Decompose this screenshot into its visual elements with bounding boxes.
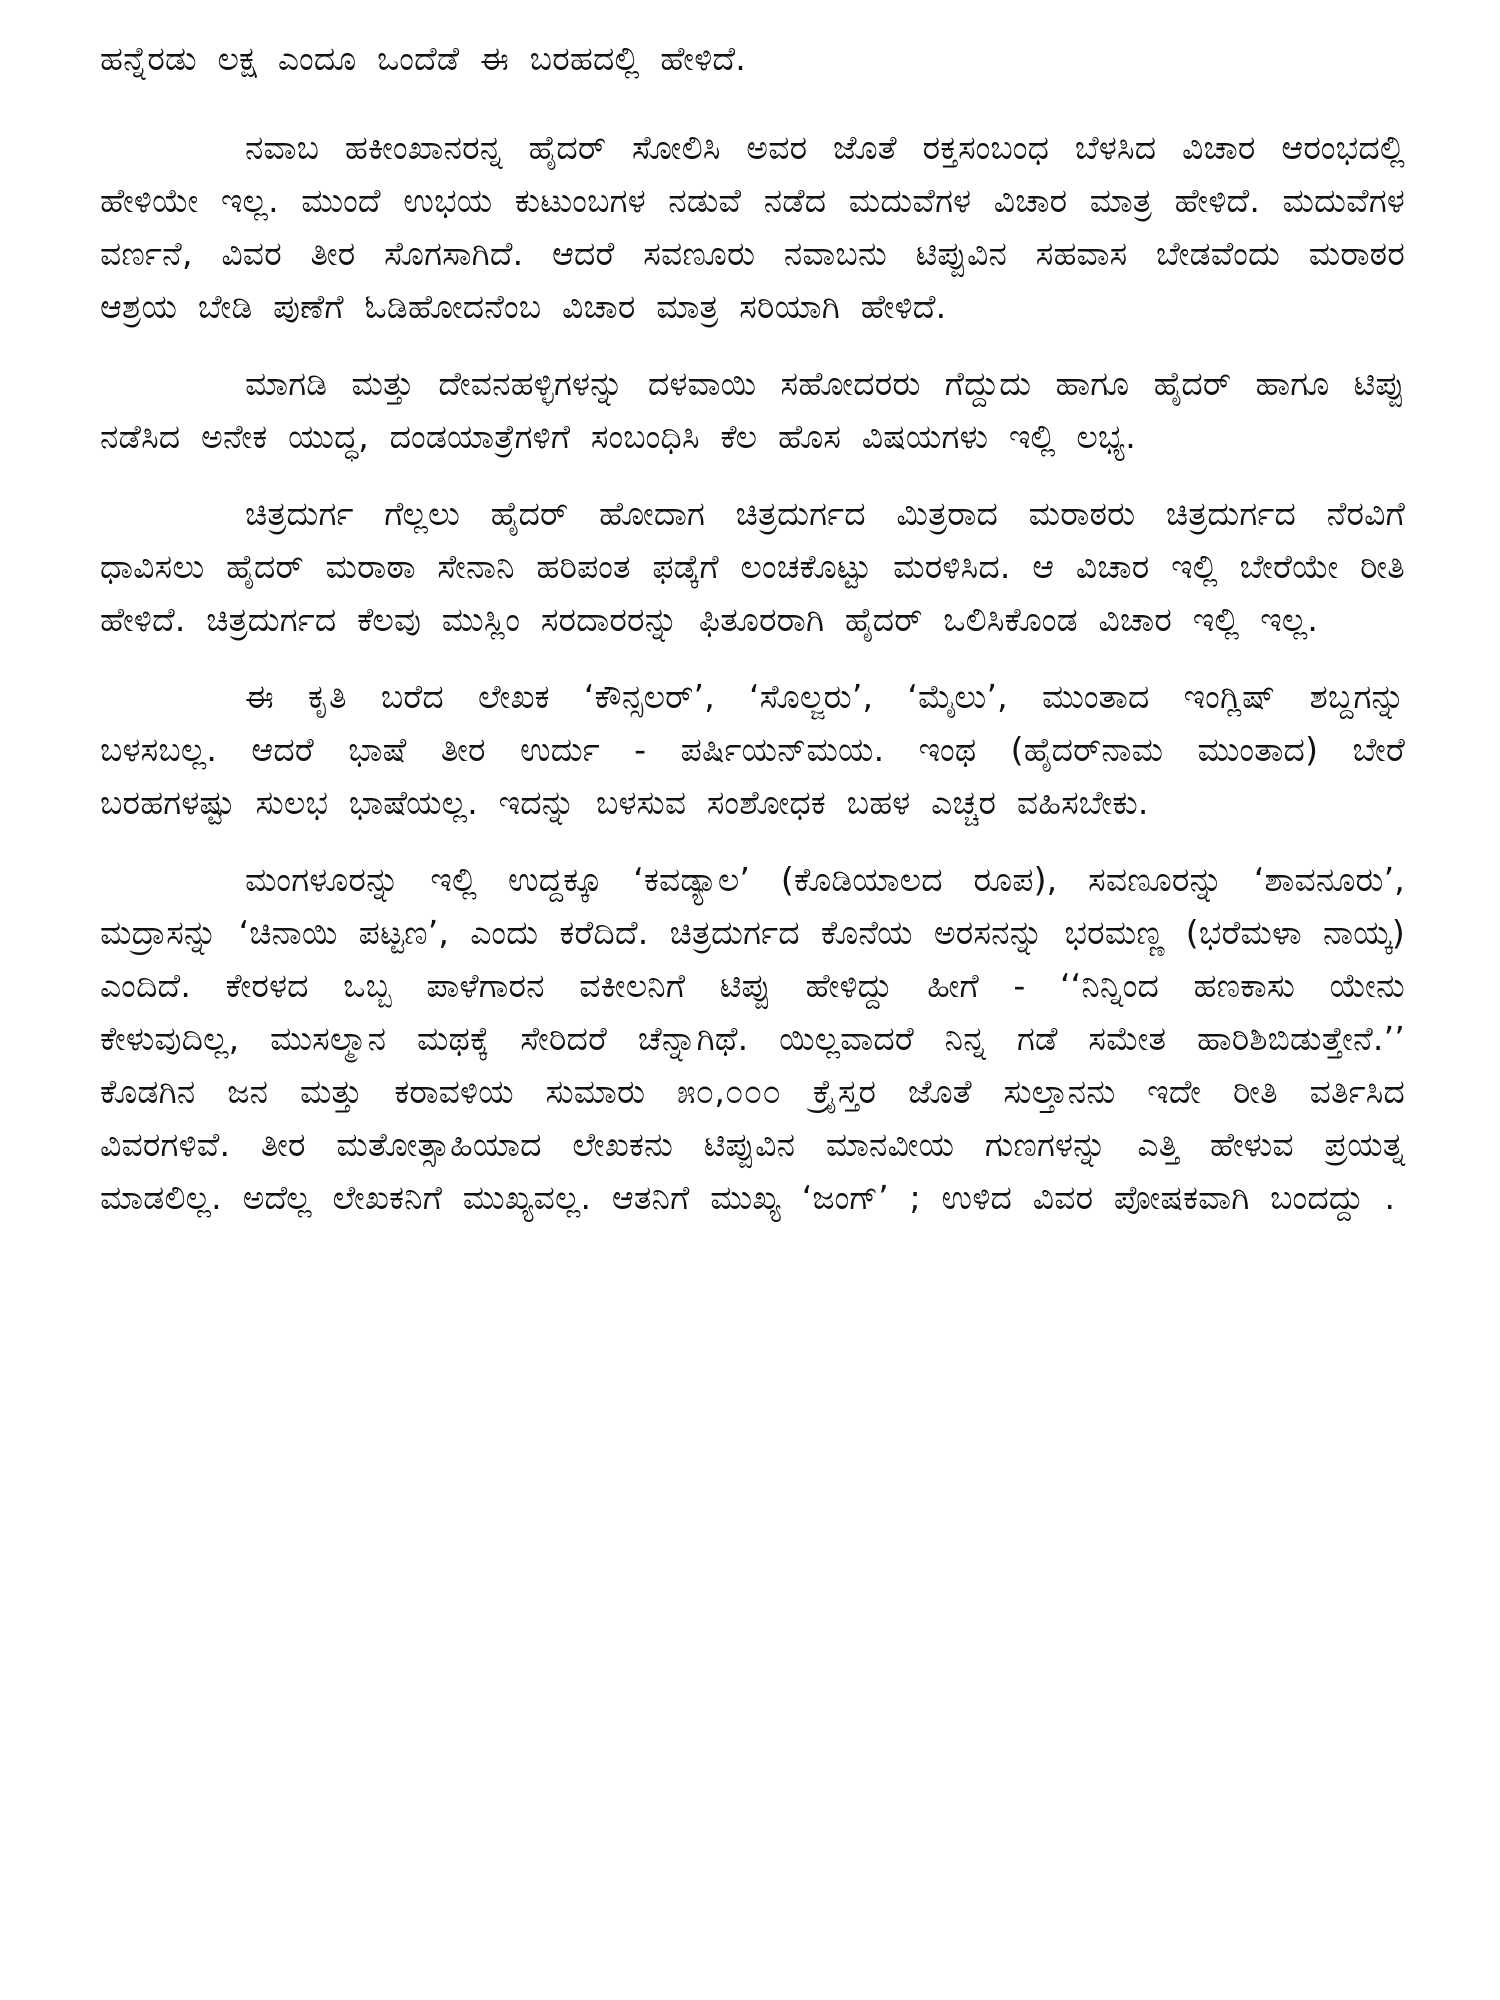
paragraph-2: ನವಾಬ ಹಕೀಂಖಾನರನ್ನ ಹೈದರ್ ಸೋಲಿಸಿ ಅವರ ಜೊತೆ ರಕ್ತಸಂಬಂಧ ಬೆಳಸಿದ ವಿಚಾರ ಆರಂಭದಲ್ಲಿ ಹೇಳಿಯೇ ಇಲ್ಲ. ಮುಂದೆ ಉಭಯ ಕುಟುಂಬಗಳ ನಡುವೆ ನಡೆದ ಮದುವೆಗಳ ವಿಚಾರ ಮಾತ್ರ ಹೇಳಿದೆ. ಮದುವೆಗಳ ವರ್ಣನೆ, ವಿವರ ತೀರ ಸೊಗಸಾಗಿದೆ. ಆದರೆ ಸವಣೂರು ನವಾಬನು ಟಿಪ್ಪುವಿನ ಸಹವಾಸ ಬೇಡವೆಂದು ಮರಾಠರ ಆಶ್ರಯ ಬೇಡಿ ಪುಣೆಗೆ ಓಡಿಹೋದನೆಂಬ ವಿಚಾರ ಮಾತ್ರ ಸರಿಯಾಗಿ ಹೇಳಿದೆ. xyxy=(100,128,1405,326)
document-body xyxy=(100,32,1405,1224)
paragraph-3: ಮಾಗಡಿ ಮತ್ತು ದೇವನಹಳ್ಳಿಗಳನ್ನು ದಳವಾಯಿ ಸಹೋದರರು ಗೆದ್ದುದು ಹಾಗೂ ಹೈದರ್ ಹಾಗೂ ಟಿಪ್ಪು ನಡೆಸಿದ ಅನೇಕ ಯುದ್ಧ, ದಂಡಯಾತ್ರೆಗಳಿಗೆ ಸಂಬಂಧಿಸಿ ಕೆಲ ಹೊಸ ವಿಷಯಗಳು ಇಲ್ಲಿ ಲಭ್ಯ. xyxy=(100,364,1405,456)
paragraph-1: ಹನ್ನೆರಡು ಲಕ್ಷ ಎಂದೂ ಒಂದೆಡೆ ಈ ಬರಹದಲ್ಲಿ ಹೇಳಿದೆ. xyxy=(100,39,746,78)
paragraph-4: ಚಿತ್ರದುರ್ಗ ಗೆಲ್ಲಲು ಹೈದರ್ ಹೋದಾಗ ಚಿತ್ರದುರ್ಗದ ಮಿತ್ರರಾದ ಮರಾಠರು ಚಿತ್ರದುರ್ಗದ ನೆರವಿಗೆ ಧಾವಿಸಲು ಹೈದರ್ ಮರಾಠಾ ಸೇನಾನಿ ಹರಿಪಂತ ಫಡ್ಕೆಗೆ ಲಂಚಕೊಟ್ಟು ಮರಳಿಸಿದ. ಆ ವಿಚಾರ ಇಲ್ಲಿ ಬೇರೆಯೇ ರೀತಿ ಹೇಳಿದೆ. ಚಿತ್ರದುರ್ಗದ ಕೆಲವು ಮುಸ್ಲಿಂ ಸರದಾರರನ್ನು ಫಿತೂರರಾಗಿ ಹೈದರ್ ಒಲಿಸಿಕೊಂಡ ವಿಚಾರ ಇಲ್ಲಿ ಇಲ್ಲ. xyxy=(100,494,1405,639)
paragraph-6: ಮಂಗಳೂರನ್ನು ಇಲ್ಲಿ ಉದ್ದಕ್ಕೂ ‘ಕವಡ್ಯಾಲ’ (ಕೊಡಿಯಾಲದ ರೂಪ), ಸವಣೂರನ್ನು ‘ಶಾವನೂರು’, ಮದ್ರಾಸನ್ನು ‘ಚಿನಾಯಿ ಪಟ್ಟಣ’, ಎಂದು ಕರೆದಿದೆ. ಚಿತ್ರದುರ್ಗದ ಕೊನೆಯ ಅರಸನನ್ನು ಭರಮಣ್ಣ (ಭರೆಮಳಾ ನಾಯ್ಕ) ಎಂದಿದೆ. ಕೇರಳದ ಒಬ್ಬ ಪಾಳೆಗಾರನ ವಕೀಲನಿಗೆ ಟಿಪ್ಪು ಹೇಳಿದ್ದು ಹೀಗೆ - ‘‘ನಿನ್ನಿಂದ ಹಣಕಾಸು ಯೇನು ಕೇಳುವುದಿಲ್ಲ, ಮುಸಲ್ಮಾನ ಮಥಕ್ಕೆ ಸೇರಿದರೆ ಚೆನ್ನಾಗಿಥೆ. ಯಿಲ್ಲವಾದರೆ ನಿನ್ನ ಗಡೆ ಸಮೇತ ಹಾರಿಶಿಬಿಡುತ್ತೇನೆ.’’ ಕೊಡಗಿನ ಜನ ಮತ್ತು ಕರಾವಳಿಯ ಸುಮಾರು ೫೦,೦೦೦ ಕ್ರೈಸ್ತರ ಜೊತೆ ಸುಲ್ತಾನನು ಇದೇ ರೀತಿ ವರ್ತಿಸಿದ ವಿವರಗಳಿವೆ. ತೀರ ಮತೋತ್ಸಾಹಿಯಾದ ಲೇಖಕನು ಟಿಪ್ಪುವಿನ ಮಾನವೀಯ ಗುಣಗಳನ್ನು ಎತ್ತಿ ಹೇಳುವ ಪ್ರಯತ್ನ ಮಾಡಲಿಲ್ಲ. ಅದೆಲ್ಲ ಲೇಖಕನಿಗೆ ಮುಖ್ಯವಲ್ಲ. ಆತನಿಗೆ ಮುಖ್ಯ ‘ಜಂಗ್’ ; ಉಳಿದ ವಿವರ ಪೋಷಕವಾಗಿ ಬಂದದ್ದು . xyxy=(100,860,1405,1217)
paragraph-5: ಈ ಕೃತಿ ಬರೆದ ಲೇಖಕ ‘ಕೌನ್ಸಲರ್’, ‘ಸೊಲ್ಜರು’, ‘ಮೈಲು’, ಮುಂತಾದ ಇಂಗ್ಲಿಷ್ ಶಬ್ದಗನ್ನು ಬಳಸಬಲ್ಲ. ಆದರೆ ಭಾಷೆ ತೀರ ಉರ್ದು - ಪರ್ಷಿಯನ್‌ಮಯ. ಇಂಥ (ಹೈದರ್‌ನಾಮ ಮುಂತಾದ) ಬೇರೆ ಬರಹಗಳಷ್ಟು ಸುಲಭ ಭಾಷೆಯಲ್ಲ. ಇದನ್ನು ಬಳಸುವ ಸಂಶೋಧಕ ಬಹಳ ಎಚ್ಚರ ವಹಿಸಬೇಕು. xyxy=(100,677,1405,822)
